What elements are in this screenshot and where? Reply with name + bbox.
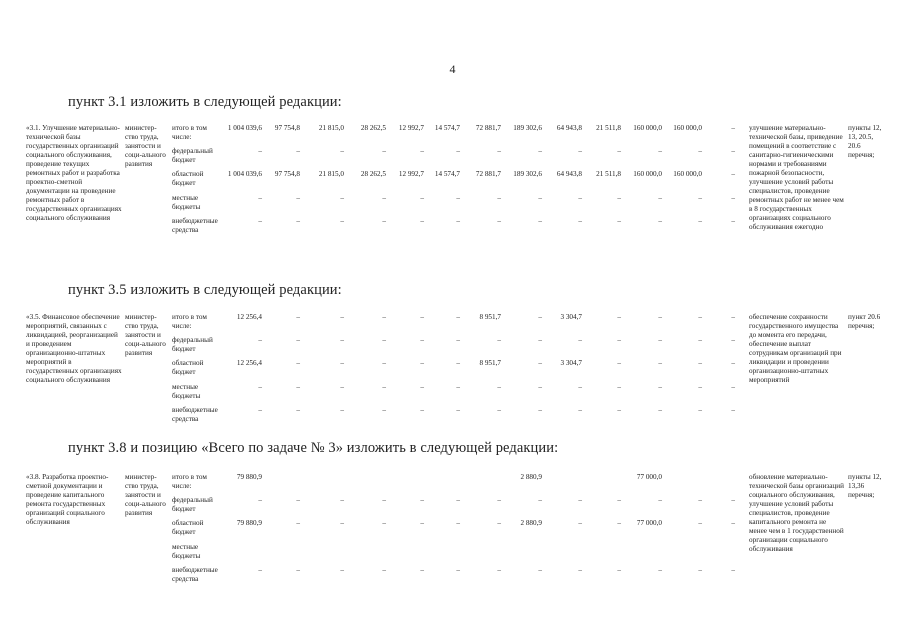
amount-cell: 64 943,8 (556, 124, 582, 132)
amount-cell: – (698, 406, 702, 414)
amount-cell: – (340, 406, 344, 414)
funding-source-label: местные бюджеты (172, 383, 201, 400)
amount-cell: – (578, 217, 582, 225)
plan-points: пункт 20.6 перечня; (848, 313, 881, 330)
amount-cell: – (617, 217, 621, 225)
amount-cell: – (296, 519, 300, 527)
funding-source-label: областной бюджет (172, 519, 204, 536)
funding-source-label: областной бюджет (172, 170, 204, 187)
amount-cell: – (420, 194, 424, 202)
funding-source-label: федеральный бюджет (172, 496, 213, 513)
amount-cell: – (340, 496, 344, 504)
amount-cell: – (420, 496, 424, 504)
amount-cell: – (420, 383, 424, 391)
amount-cell: 97 754,8 (274, 170, 300, 178)
funding-source-label: внебюджетные средства (172, 566, 218, 583)
page-number: 4 (449, 62, 456, 76)
amount-cell: – (658, 194, 662, 202)
amount-cell: 160 000,0 (673, 170, 702, 178)
plan-points: пункты 12, 13,36 перечня; (848, 473, 882, 499)
amount-cell: – (296, 336, 300, 344)
amount-cell: – (382, 194, 386, 202)
amount-cell: 12 992,7 (398, 124, 424, 132)
amount-cell: 1 004 039,6 (227, 124, 262, 132)
amount-cell: – (698, 519, 702, 527)
amount-cell: – (296, 313, 300, 321)
amount-cell: – (382, 147, 386, 155)
amount-cell: – (497, 519, 501, 527)
amount-cell: – (578, 194, 582, 202)
amount-cell: 2 880,9 (520, 473, 542, 481)
amount-cell: – (658, 313, 662, 321)
expected-result: обеспечение сохранности государственного имущества до момента его передачи, обеспечение выплат сотрудникам организаций при ликвидации и проведении организационно-штатных мероприятий (749, 313, 842, 384)
amount-cell: – (456, 147, 460, 155)
amount-cell: – (456, 519, 460, 527)
section-heading: пункт 3.1 изложить в следующей редакции: (68, 94, 342, 110)
funding-source-label: итого в том числе: (172, 313, 207, 330)
amount-cell: 21 511,8 (596, 124, 621, 132)
amount-cell: – (617, 359, 621, 367)
amount-cell: – (296, 147, 300, 155)
measure-description: «3.1. Улучшение материально-технической базы государственных организаций социального обслуживания, проведение текущих ремонтных работ и разработка проектно-сметной документации на проведение ремонтных работ в государственных организациях социального обслуживания (26, 124, 122, 222)
amount-cell: – (731, 194, 735, 202)
amount-cell: – (658, 217, 662, 225)
amount-cell: 14 574,7 (434, 124, 460, 132)
amount-cell: – (698, 313, 702, 321)
amount-cell: – (340, 383, 344, 391)
amount-cell: – (731, 359, 735, 367)
amount-cell: 14 574,7 (434, 170, 460, 178)
amount-cell: 160 000,0 (633, 124, 662, 132)
amount-cell: – (296, 496, 300, 504)
amount-cell: – (497, 566, 501, 574)
amount-cell: – (340, 217, 344, 225)
amount-cell: – (456, 383, 460, 391)
amount-cell: – (382, 217, 386, 225)
funding-source-label: итого в том числе: (172, 124, 207, 141)
amount-cell: – (456, 217, 460, 225)
amount-cell: 2 880,9 (520, 519, 542, 527)
amount-cell: – (578, 519, 582, 527)
amount-cell: 21 815,0 (318, 124, 344, 132)
amount-cell: – (538, 217, 542, 225)
amount-cell: 12 256,4 (236, 359, 262, 367)
amount-cell: – (296, 406, 300, 414)
amount-cell: – (698, 383, 702, 391)
amount-cell: – (658, 359, 662, 367)
amount-cell: – (382, 406, 386, 414)
amount-cell: – (497, 406, 501, 414)
funding-source-label: местные бюджеты (172, 194, 201, 211)
funding-source-label: областной бюджет (172, 359, 204, 376)
amount-cell: 160 000,0 (673, 124, 702, 132)
amount-cell: – (456, 496, 460, 504)
amount-cell: – (698, 336, 702, 344)
amount-cell: – (340, 519, 344, 527)
amount-cell: – (658, 336, 662, 344)
amount-cell: – (578, 336, 582, 344)
amount-cell: – (658, 406, 662, 414)
amount-cell: – (456, 194, 460, 202)
amount-cell: – (340, 313, 344, 321)
amount-cell: 1 004 039,6 (227, 170, 262, 178)
amount-cell: – (538, 383, 542, 391)
amount-cell: – (420, 566, 424, 574)
amount-cell: – (731, 406, 735, 414)
amount-cell: – (258, 336, 262, 344)
amount-cell: – (731, 496, 735, 504)
amount-cell: – (382, 496, 386, 504)
amount-cell: – (296, 359, 300, 367)
amount-cell: – (538, 147, 542, 155)
amount-cell: – (698, 359, 702, 367)
executor: министер-ство труда, занятости и соци-ального развития (125, 124, 166, 168)
amount-cell: – (258, 217, 262, 225)
amount-cell: – (497, 217, 501, 225)
amount-cell: – (420, 217, 424, 225)
amount-cell: – (340, 336, 344, 344)
amount-cell: – (617, 194, 621, 202)
amount-cell: 189 302,6 (513, 170, 542, 178)
amount-cell: – (731, 313, 735, 321)
amount-cell: – (731, 170, 735, 178)
amount-cell: – (578, 147, 582, 155)
amount-cell: – (382, 519, 386, 527)
amount-cell: 77 000,0 (636, 519, 662, 527)
amount-cell: – (420, 519, 424, 527)
amount-cell: – (538, 496, 542, 504)
amount-cell: – (420, 359, 424, 367)
amount-cell: – (340, 194, 344, 202)
amount-cell: – (456, 406, 460, 414)
amount-cell: – (497, 383, 501, 391)
amount-cell: 189 302,6 (513, 124, 542, 132)
amount-cell: 64 943,8 (556, 170, 582, 178)
amount-cell: – (296, 383, 300, 391)
amount-cell: – (617, 406, 621, 414)
amount-cell: – (658, 496, 662, 504)
amount-cell: – (617, 383, 621, 391)
amount-cell: – (420, 313, 424, 321)
amount-cell: – (497, 194, 501, 202)
amount-cell: – (538, 406, 542, 414)
amount-cell: – (258, 406, 262, 414)
amount-cell: 21 511,8 (596, 170, 621, 178)
amount-cell: – (731, 566, 735, 574)
amount-cell: – (617, 519, 621, 527)
amount-cell: 77 000,0 (636, 473, 662, 481)
amount-cell: 8 951,7 (479, 359, 501, 367)
funding-source-label: федеральный бюджет (172, 336, 213, 353)
amount-cell: – (258, 194, 262, 202)
funding-source-label: федеральный бюджет (172, 147, 213, 164)
amount-cell: – (497, 147, 501, 155)
amount-cell: – (538, 566, 542, 574)
amount-cell: 8 951,7 (479, 313, 501, 321)
amount-cell: – (420, 147, 424, 155)
amount-cell: – (658, 566, 662, 574)
amount-cell: 28 262,5 (360, 170, 386, 178)
amount-cell: – (617, 566, 621, 574)
amount-cell: 21 815,0 (318, 170, 344, 178)
amount-cell: – (258, 566, 262, 574)
amount-cell: – (617, 147, 621, 155)
plan-points: пункты 12, 13, 20.5, 20.6 перечня; (848, 124, 882, 159)
amount-cell: – (658, 383, 662, 391)
amount-cell: – (731, 147, 735, 155)
measure-description: «3.5. Финансовое обеспечение мероприятий, связанных с ликвидацией, реорганизацией и проведением организационно-штатных мероприятий в государственных организациях социального обслуживания (26, 313, 122, 384)
amount-cell: 79 880,9 (236, 473, 262, 481)
amount-cell: – (578, 383, 582, 391)
amount-cell: – (578, 566, 582, 574)
amount-cell: – (698, 496, 702, 504)
amount-cell: – (617, 496, 621, 504)
amount-cell: – (538, 359, 542, 367)
amount-cell: – (382, 383, 386, 391)
amount-cell: – (382, 336, 386, 344)
amount-cell: 72 881,7 (475, 170, 501, 178)
amount-cell: – (258, 496, 262, 504)
amount-cell: – (698, 147, 702, 155)
amount-cell: 160 000,0 (633, 170, 662, 178)
section-heading: пункт 3.8 и позицию «Всего по задаче № 3» изложить в следующей редакции: (68, 440, 559, 456)
amount-cell: – (420, 336, 424, 344)
amount-cell: – (382, 313, 386, 321)
amount-cell: – (340, 147, 344, 155)
expected-result: обновление материально-технической базы организаций социального обслуживания, улучшение условий работы специалистов, проведение капитального ремонта не менее чем в 1 государственной организации социального обслуживания (749, 473, 844, 553)
amount-cell: 3 304,7 (560, 313, 582, 321)
amount-cell: – (731, 217, 735, 225)
amount-cell: – (731, 336, 735, 344)
section-heading: пункт 3.5 изложить в следующей редакции: (68, 282, 342, 298)
amount-cell: 72 881,7 (475, 124, 501, 132)
amount-cell: – (698, 194, 702, 202)
amount-cell: – (698, 566, 702, 574)
amount-cell: – (538, 194, 542, 202)
amount-cell: – (698, 217, 702, 225)
amount-cell: – (497, 496, 501, 504)
amount-cell: – (258, 147, 262, 155)
amount-cell: – (578, 406, 582, 414)
amount-cell: 12 256,4 (236, 313, 262, 321)
amount-cell: – (382, 566, 386, 574)
amount-cell: – (340, 566, 344, 574)
amount-cell: – (538, 313, 542, 321)
amount-cell: 79 880,9 (236, 519, 262, 527)
funding-source-label: внебюджетные средства (172, 406, 218, 423)
amount-cell: – (340, 359, 344, 367)
amount-cell: – (456, 313, 460, 321)
amount-cell: – (497, 336, 501, 344)
amount-cell: – (617, 313, 621, 321)
amount-cell: 12 992,7 (398, 170, 424, 178)
amount-cell: 3 304,7 (560, 359, 582, 367)
measure-description: «3.8. Разработка проектно-сметной документации и проведение капитального ремонта государственных организаций социального обслуживания (26, 473, 109, 526)
funding-source-label: итого в том числе: (172, 473, 207, 490)
amount-cell: – (658, 147, 662, 155)
amount-cell: – (382, 359, 386, 367)
amount-cell: – (731, 383, 735, 391)
amount-cell: – (731, 124, 735, 132)
amount-cell: – (456, 359, 460, 367)
amount-cell: 28 262,5 (360, 124, 386, 132)
executor: министер-ство труда, занятости и соци-ального развития (125, 313, 166, 357)
amount-cell: – (258, 383, 262, 391)
amount-cell: 97 754,8 (274, 124, 300, 132)
amount-cell: – (538, 336, 542, 344)
expected-result: улучшение материально-технической базы, приведение помещений в соответствие с санитарно-гигиеническими нормами и требованиями пожарной безопасности, улучшение условий работы специалистов, проведение ремонтных работ не менее чем в 8 государственных организациях социального обслуживания ежегодно (749, 124, 844, 231)
amount-cell: – (296, 217, 300, 225)
amount-cell: – (617, 336, 621, 344)
funding-source-label: внебюджетные средства (172, 217, 218, 234)
amount-cell: – (578, 496, 582, 504)
executor: министер-ство труда, занятости и соци-ального развития (125, 473, 166, 517)
amount-cell: – (456, 336, 460, 344)
funding-source-label: местные бюджеты (172, 543, 201, 560)
amount-cell: – (420, 406, 424, 414)
amount-cell: – (456, 566, 460, 574)
amount-cell: – (296, 566, 300, 574)
amount-cell: – (296, 194, 300, 202)
amount-cell: – (731, 519, 735, 527)
